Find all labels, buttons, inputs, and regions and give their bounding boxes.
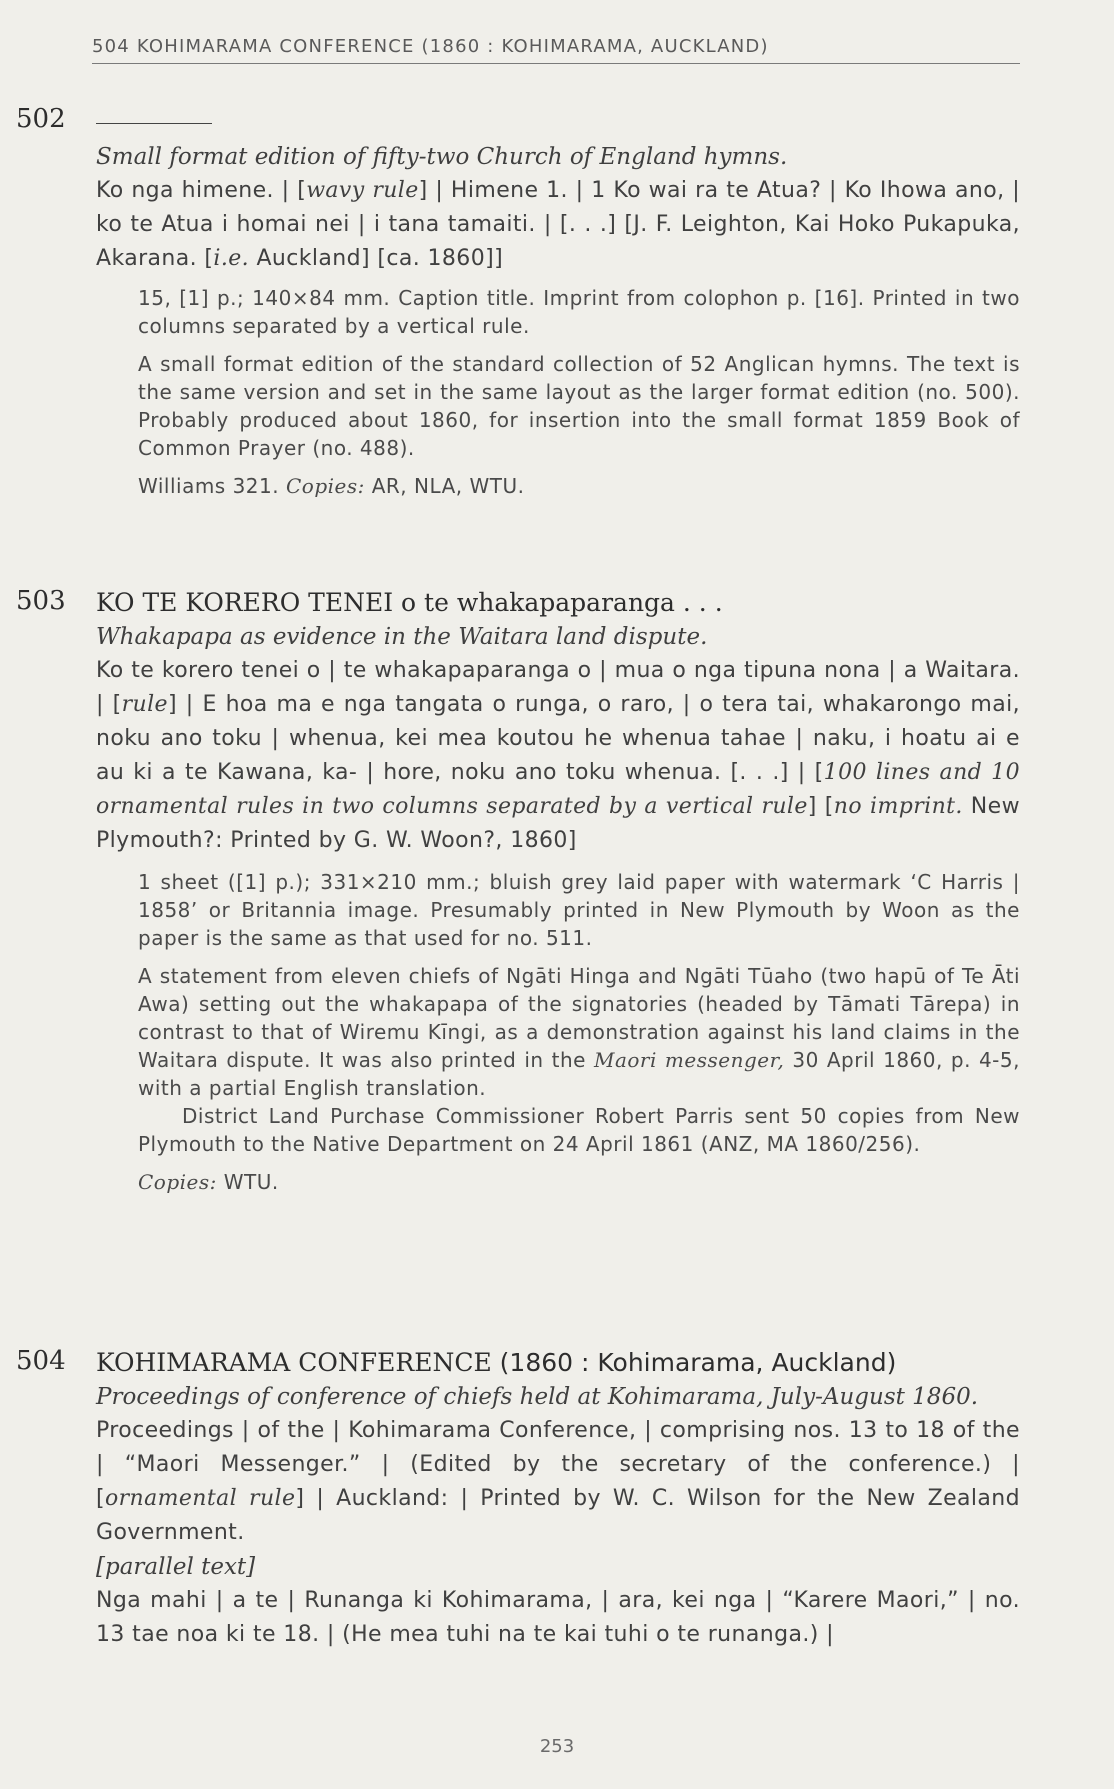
dash-rule bbox=[96, 123, 212, 124]
page-number: 253 bbox=[539, 1736, 575, 1757]
collation-note: 1 sheet ([1] p.); 331×210 mm.; bluish grey laid paper with watermark ‘C Harris | 1858’ or Britannia image. Presumably printed in New Plymouth by Woon as the paper is the same as that used for no. 511. bbox=[138, 870, 1020, 950]
entry-number: 503 bbox=[16, 586, 66, 616]
title-transcription: Proceedings | of the | Kohimarama Conference, | comprising nos. 13 to 18 of the | “Maori Messenger.” | (Edited by the secretary of the conference.) | [ornamental rule] | Auckland: | Printed by W. C. Wilson for the New Zealand Government. bbox=[96, 1418, 1020, 1545]
entry-title: Proceedings of conference of chiefs held at Kohimarama, July-August 1860. bbox=[96, 1384, 979, 1410]
entry-number: 502 bbox=[16, 104, 66, 134]
collation-note: 15, [1] p.; 140×84 mm. Caption title. Imprint from colophon p. [16]. Printed in two columns separated by a vertical rule. bbox=[138, 286, 1020, 338]
provenance-note: District Land Purchase Commissioner Robert Parris sent 50 copies from New Plymouth to the Native Department on 24 April 1861 (ANZ, MA 1860/256). bbox=[138, 1104, 1020, 1156]
entry-heading: KOHIMARAMA CONFERENCE (1860 : Kohimarama, Auckland) bbox=[96, 1348, 897, 1377]
copies-line: Copies: WTU. bbox=[138, 1170, 279, 1194]
copies-line: Williams 321. Copies: AR, NLA, WTU. bbox=[138, 474, 525, 498]
description-note: A statement from eleven chiefs of Ngāti Hinga and Ngāti Tūaho (two hapū of Te Āti Awa) setting out the whakapapa of the signatories (headed by Tāmati Tārepa) in contrast to that of Wiremu Kīngi, as a demonstration against his land claims in the Waitara dispute. It was also printed in the Maori messenger, 30 April 1860, p. 4-5, with a partial English translation. bbox=[138, 964, 1020, 1100]
title-transcription: Ko nga himene. | [wavy rule] | Himene 1. | 1 Ko wai ra te Atua? | Ko Ihowa ano, | ko te Atua i homai nei | i tana tamaiti. | [. . .] [J. F. Leighton, Kai Hoko Pukapuka, Akarana. [i.e. Auckland] [ca. 1860]] bbox=[96, 178, 1021, 271]
entry-number: 504 bbox=[16, 1346, 66, 1376]
entry-heading-rule bbox=[96, 104, 1020, 138]
entry-title: Whakapapa as evidence in the Waitara land dispute. bbox=[96, 624, 708, 650]
entry-heading: KO TE KORERO TENEI o te whakapaparanga . . . bbox=[96, 588, 723, 617]
entry-title: Small format edition of fifty-two Church of England hymns. bbox=[96, 144, 788, 170]
title-transcription-maori: Nga mahi | a te | Runanga ki Kohimarama, | ara, kei nga | “Karere Maori,” | no. 13 tae noa ki te 18. | (He mea tuhi na te kai tuhi o te runanga.) | bbox=[96, 1588, 1020, 1647]
running-head: 504 KOHIMARAMA CONFERENCE (1860 : KOHIMARAMA, AUCKLAND) bbox=[92, 36, 1020, 64]
title-transcription: Ko te korero tenei o | te whakapaparanga o | mua o nga tipuna nona | a Waitara. | [rule] | E hoa ma e nga tangata o runga, o raro, | o tera tai, whakarongo mai, noku ano toku | whenua, kei mea koutou he whenua tahae | naku, i hoatu ai e au ki a te Kawana, ka- | hore, noku ano toku whenua. [. . .] | [100 lines and 10 ornamental rules in two columns separated by a vertical rule] [no imprint. New Plymouth?: Printed by G. W. Woon?, 1860] bbox=[96, 658, 1020, 853]
description-note: A small format edition of the standard collection of 52 Anglican hymns. The text is the same version and set in the same layout as the larger format edition (no. 500). Probably produced about 1860, for insertion into the small format 1859 Book of Common Prayer (no. 488). bbox=[138, 352, 1020, 460]
parallel-text-label: [parallel text] bbox=[96, 1554, 256, 1580]
